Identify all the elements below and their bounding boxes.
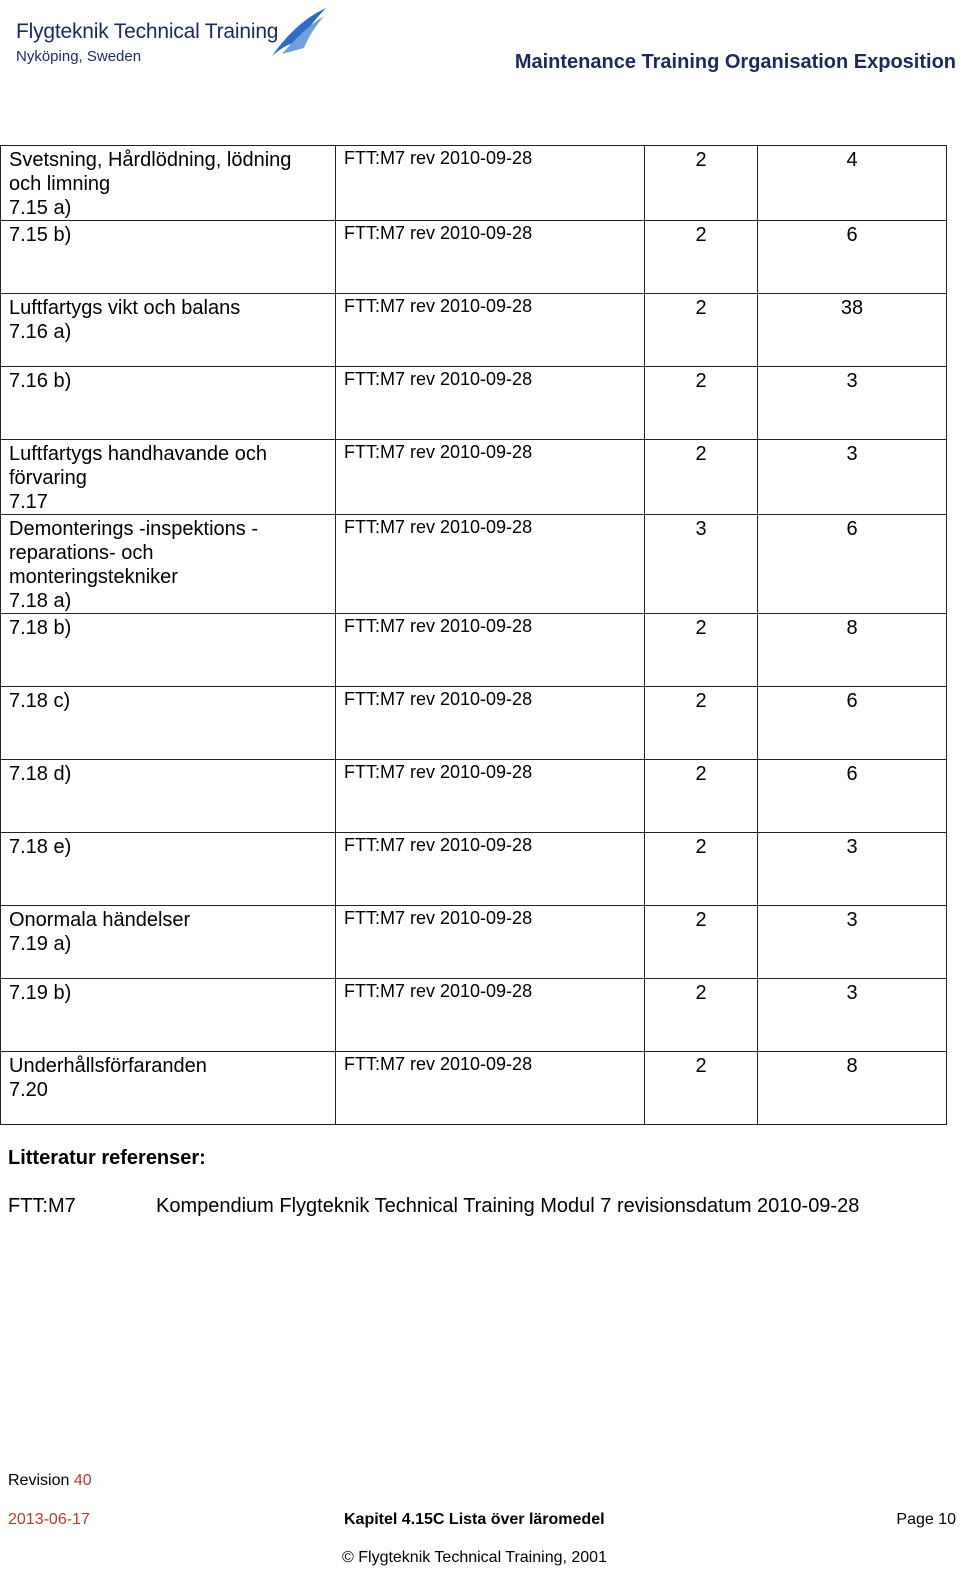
hours-cell: 3 [758, 440, 947, 515]
hours-cell: 8 [758, 614, 947, 687]
literature-heading: Litteratur referenser: [8, 1147, 206, 1169]
table-row [1, 146, 947, 221]
level-cell: 2 [645, 1052, 758, 1125]
company-logo [16, 6, 316, 70]
topic-code: 7.18 a) [9, 590, 72, 612]
reference-text: Kompendium Flygteknik Technical Training Modul 7 revisionsdatum 2010-09-28 [156, 1195, 860, 1217]
syllabus-table [0, 145, 947, 1125]
reference-cell: FTT:M7 rev 2010-09-28 [336, 367, 645, 440]
topic-code: 7.15 b) [9, 224, 72, 246]
reference-cell: FTT:M7 rev 2010-09-28 [336, 221, 645, 294]
topic-code: 7.18 e) [9, 836, 72, 858]
hours-cell: 8 [758, 1052, 947, 1125]
table-row [1, 760, 947, 833]
level-cell: 2 [645, 687, 758, 760]
footer-copyright: © Flygteknik Technical Training, 2001 [342, 1549, 607, 1566]
document-title: Maintenance Training Organisation Exposition [514, 51, 956, 73]
level-cell: 2 [645, 221, 758, 294]
reference-cell: FTT:M7 rev 2010-09-28 [336, 687, 645, 760]
revision [8, 1472, 92, 1490]
topic-cell [1, 440, 336, 515]
topic-code: 7.19 b) [9, 982, 72, 1004]
reference-code: FTT:M7 [8, 1195, 76, 1217]
reference-cell: FTT:M7 rev 2010-09-28 [336, 614, 645, 687]
table-row [1, 440, 947, 515]
hours-cell: 3 [758, 833, 947, 906]
level-cell: 2 [645, 760, 758, 833]
topic-title: Luftfartygs vikt och balans [9, 297, 241, 319]
topic-code: 7.18 c) [9, 690, 71, 712]
table-row [1, 367, 947, 440]
topic-cell [1, 979, 336, 1052]
hours-cell: 3 [758, 906, 947, 979]
reference-cell: FTT:M7 rev 2010-09-28 [336, 833, 645, 906]
topic-cell [1, 1052, 336, 1125]
table-row [1, 906, 947, 979]
footer-page-number: Page 10 [896, 1511, 956, 1528]
footer-date: 2013-06-17 [8, 1511, 90, 1528]
hours-cell: 3 [758, 367, 947, 440]
reference-cell: FTT:M7 rev 2010-09-28 [336, 440, 645, 515]
logo-swoosh-icon [268, 6, 330, 58]
hours-cell: 6 [758, 760, 947, 833]
topic-cell [1, 760, 336, 833]
logo-title: Flygteknik Technical Training [16, 20, 279, 43]
topic-cell [1, 614, 336, 687]
table-row [1, 515, 947, 614]
hours-cell: 6 [758, 515, 947, 614]
topic-cell [1, 367, 336, 440]
topic-code: 7.15 a) [9, 197, 72, 219]
table-row [1, 614, 947, 687]
reference-cell: FTT:M7 rev 2010-09-28 [336, 760, 645, 833]
hours-cell: 3 [758, 979, 947, 1052]
table-row [1, 979, 947, 1052]
revision-number: 40 [73, 1472, 92, 1489]
topic-code: 7.18 b) [9, 617, 72, 639]
table-row [1, 221, 947, 294]
reference-cell: FTT:M7 rev 2010-09-28 [336, 146, 645, 221]
reference-cell: FTT:M7 rev 2010-09-28 [336, 294, 645, 367]
topic-title: Demonterings -inspektions - reparations- och monteringstekniker [9, 518, 258, 588]
hours-cell: 6 [758, 687, 947, 760]
reference-cell: FTT:M7 rev 2010-09-28 [336, 1052, 645, 1125]
level-cell: 2 [645, 833, 758, 906]
level-cell: 2 [645, 979, 758, 1052]
topic-cell [1, 687, 336, 760]
topic-cell [1, 146, 336, 221]
level-cell: 2 [645, 146, 758, 221]
footer-chapter: Kapitel 4.15C Lista över läromedel [344, 1511, 605, 1528]
reference-cell: FTT:M7 rev 2010-09-28 [336, 906, 645, 979]
topic-title: Onormala händelser [9, 909, 191, 931]
table-row [1, 294, 947, 367]
level-cell: 2 [645, 440, 758, 515]
topic-cell [1, 515, 336, 614]
hours-cell: 6 [758, 221, 947, 294]
level-cell: 3 [645, 515, 758, 614]
table-row [1, 1052, 947, 1125]
table-row [1, 687, 947, 760]
logo-subtitle: Nyköping, Sweden [16, 48, 142, 65]
reference-cell: FTT:M7 rev 2010-09-28 [336, 515, 645, 614]
reference-cell: FTT:M7 rev 2010-09-28 [336, 979, 645, 1052]
topic-title: Svetsning, Hårdlödning, lödning och limning [9, 149, 292, 195]
topic-title: Luftfartygs handhavande och förvaring [9, 443, 267, 489]
topic-code: 7.18 d) [9, 763, 72, 785]
level-cell: 2 [645, 294, 758, 367]
topic-code: 7.17 [9, 491, 48, 513]
hours-cell: 4 [758, 146, 947, 221]
topic-cell [1, 906, 336, 979]
level-cell: 2 [645, 906, 758, 979]
level-cell: 2 [645, 367, 758, 440]
revision-label: Revision [8, 1472, 70, 1489]
level-cell: 2 [645, 614, 758, 687]
topic-code: 7.19 a) [9, 933, 72, 955]
topic-code: 7.16 b) [9, 370, 72, 392]
topic-code: 7.20 [9, 1079, 48, 1101]
topic-code: 7.16 a) [9, 321, 72, 343]
topic-cell [1, 221, 336, 294]
hours-cell: 38 [758, 294, 947, 367]
topic-title: Underhållsförfaranden [9, 1055, 207, 1077]
topic-cell [1, 294, 336, 367]
topic-cell [1, 833, 336, 906]
table-row [1, 833, 947, 906]
